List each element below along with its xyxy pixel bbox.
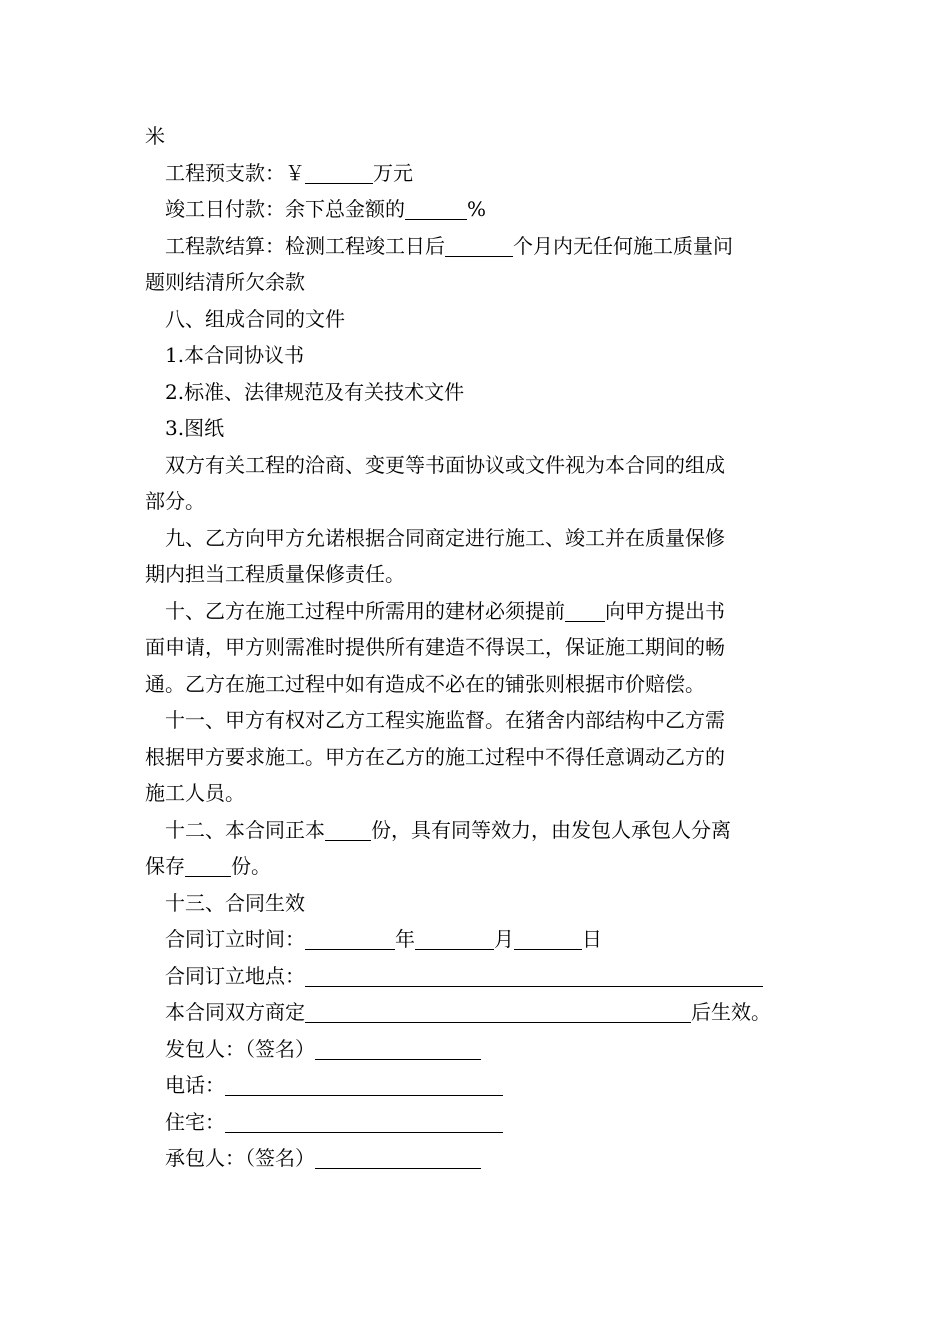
copies-label: 份。: [231, 854, 271, 878]
text-line: [145, 848, 810, 885]
blank-field[interactable]: [185, 854, 231, 877]
list-item: 1.本合同协议书: [165, 343, 305, 367]
year-field[interactable]: [305, 927, 395, 950]
contract-date-line: [145, 921, 810, 958]
day-field[interactable]: [514, 927, 582, 950]
percent-label: %: [467, 197, 487, 221]
contractor-signature-field[interactable]: [315, 1146, 481, 1169]
section-10: [145, 593, 810, 630]
blank-field[interactable]: [405, 197, 467, 220]
residence-line: [145, 1104, 810, 1141]
section-11: 十一、甲方有权对乙方工程实施监督。在猪舍内部结构中乙方需: [165, 708, 725, 732]
text-line: 部分。: [145, 489, 205, 513]
effective-line: [145, 994, 810, 1031]
completion-payment-line: [145, 191, 810, 228]
text-line: 米: [145, 124, 165, 148]
blank-field[interactable]: [325, 818, 371, 841]
unit-label: 万元: [373, 160, 413, 185]
phone-line: [145, 1067, 810, 1104]
advance-payment-line: [145, 155, 810, 192]
list-item: 2.标准、法律规范及有关技术文件: [165, 379, 465, 404]
blank-field[interactable]: [445, 234, 513, 257]
list-item: 3.图纸: [165, 416, 225, 440]
day-label: 日: [582, 927, 602, 951]
text-line: 题则结清所欠余款: [145, 270, 305, 294]
month-field[interactable]: [415, 927, 494, 950]
contract-place-line: [145, 958, 810, 995]
contract-date-label: 合同订立时间：: [165, 927, 305, 951]
contract-page: [145, 118, 810, 1177]
residence-field[interactable]: [225, 1110, 503, 1133]
contract-place-label: 合同订立地点：: [165, 963, 305, 988]
employer-signature-field[interactable]: [315, 1037, 481, 1060]
text-line: 面申请，甲方则需准时提供所有建造不得误工，保证施工期间的畅: [145, 635, 725, 659]
contractor-label: 承包人：（签名）: [165, 1146, 315, 1170]
settlement-label: 工程款结算：检测工程竣工日后: [165, 233, 445, 258]
effective-label: 本合同双方商定: [165, 1000, 305, 1024]
year-label: 年: [395, 927, 415, 951]
section-12-text-end: 份，具有同等效力，由发包人承包人分离: [371, 817, 731, 842]
text-line: 施工人员。: [145, 781, 245, 805]
text-line: 根据甲方要求施工。甲方在乙方的施工过程中不得任意调动乙方的: [145, 744, 725, 769]
employer-signature-line: [145, 1031, 810, 1068]
section-10-text: 十、乙方在施工过程中所需用的建材必须提前: [165, 598, 565, 623]
phone-field[interactable]: [225, 1073, 503, 1096]
advance-payment-label: 工程预支款：￥: [165, 160, 305, 185]
place-field[interactable]: [305, 964, 763, 987]
section-9: 九、乙方向甲方允诺根据合同商定进行施工、竣工并在质量保修: [165, 525, 725, 550]
completion-payment-label: 竣工日付款：余下总金额的: [165, 197, 405, 221]
effective-text-end: 后生效。: [691, 1000, 771, 1024]
blank-field[interactable]: [305, 161, 373, 184]
section-heading-13: 十三、合同生效: [165, 890, 305, 915]
section-10-text-end: 向甲方提出书: [605, 598, 725, 623]
effective-field[interactable]: [305, 1000, 691, 1023]
contractor-signature-line: [145, 1140, 810, 1177]
month-label: 月: [494, 927, 514, 951]
text-line: 通。乙方在施工过程中如有造成不必在的铺张则根据市价赔偿。: [145, 671, 705, 696]
section-12: [145, 812, 810, 849]
text-line: 双方有关工程的洽商、变更等书面协议或文件视为本合同的组成: [165, 452, 725, 477]
settlement-text: 个月内无任何施工质量问: [513, 233, 733, 258]
section-heading-8: 八、组成合同的文件: [165, 306, 345, 331]
blank-field[interactable]: [565, 599, 605, 622]
text-line: 期内担当工程质量保修责任。: [145, 562, 405, 586]
employer-label: 发包人：（签名）: [165, 1036, 315, 1061]
section-12-text: 十二、本合同正本: [165, 817, 325, 842]
residence-label: 住宅：: [165, 1109, 225, 1134]
phone-label: 电话：: [165, 1073, 225, 1097]
keep-label: 保存: [145, 854, 185, 878]
settlement-line: [145, 228, 810, 265]
